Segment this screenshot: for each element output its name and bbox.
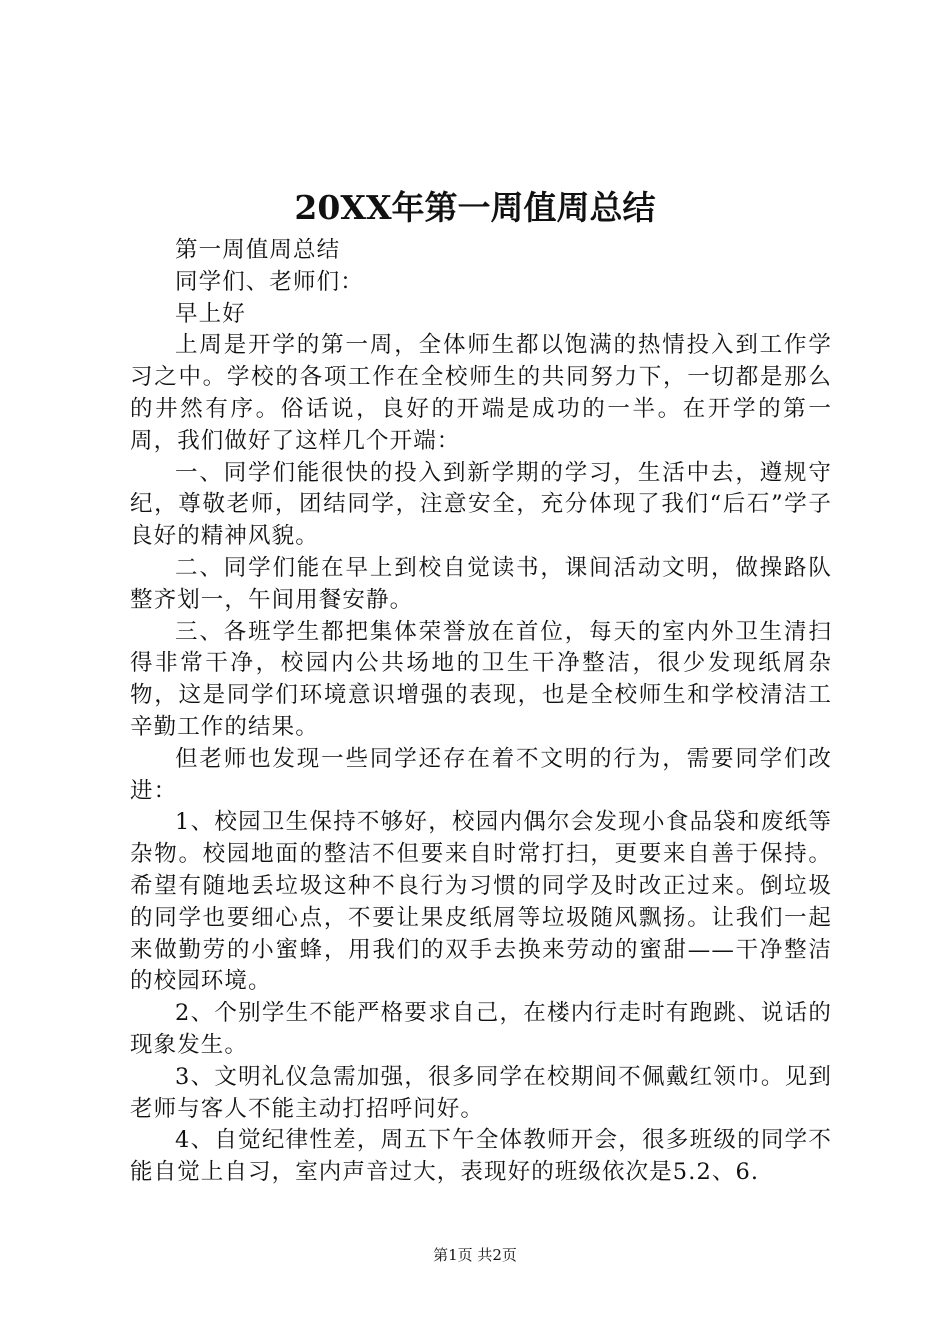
- paragraph-issue-4: 4、自觉纪律性差，周五下午全体教师开会，很多班级的同学不能自觉上自习，室内声音过大，表现好的班级依次是5.2、6.: [130, 1127, 832, 1186]
- paragraph-improvement-intro: 但老师也发现一些同学还存在着不文明的行为，需要同学们改进：: [130, 745, 832, 804]
- paragraph-point-2: 二、同学们能在早上到校自觉读书，课间活动文明，做操路队整齐划一，午间用餐安静。: [130, 554, 832, 613]
- paragraph-heading: 第一周值周总结: [175, 237, 341, 263]
- paragraph-issue-2: 2、个别学生不能严格要求自己，在楼内行走时有跑跳、说话的现象发生。: [130, 1000, 832, 1058]
- paragraph-issue-3: 3、文明礼仪急需加强，很多同学在校期间不佩戴红领巾。见到老师与客人不能主动打招呼问好。: [130, 1063, 832, 1122]
- paragraph-point-3: 三、各班学生都把集体荣誉放在首位，每天的室内外卫生清扫得非常干净，校园内公共场地的卫生干净整洁，很少发现纸屑杂物，这是同学们环境意识增强的表现，也是全校师生和学校清洁工辛勤工作的结果。: [130, 618, 832, 740]
- document-title: 20XX年第一周值周总结: [294, 188, 656, 227]
- paragraph-salutation: 同学们、老师们：: [175, 268, 364, 295]
- document-body: [130, 235, 832, 1189]
- paragraph-point-1: 一、同学们能很快的投入到新学期的学习，生活中去，遵规守纪，尊敬老师，团结同学，注意安全，充分体现了我们“后石”学子良好的精神风貌。: [130, 459, 832, 550]
- page-number-footer: 第1页 共2页: [433, 1246, 517, 1264]
- paragraph-issue-1: 1、校园卫生保持不够好，校园内偶尔会发现小食品袋和废纸等杂物。校园地面的整洁不但要来自时常打扫，更要来自善于保持。希望有随地丢垃圾这种不良行为习惯的同学及时改正过来。倒垃圾的同学也要细心点，不要让果皮纸屑等垃圾随风飘扬。让我们一起来做勤劳的小蜜蜂，用我们的双手去换来劳动的蜜甜——干净整洁的校园环境。: [130, 809, 832, 995]
- paragraph-greeting: 早上好: [175, 300, 246, 327]
- paragraph-intro: 上周是开学的第一周，全体师生都以饱满的热情投入到工作学习之中。学校的各项工作在全校师生的共同努力下，一切都是那么的井然有序。俗话说，良好的开端是成功的一半。在开学的第一周，我们做好了这样几个开端：: [130, 332, 832, 454]
